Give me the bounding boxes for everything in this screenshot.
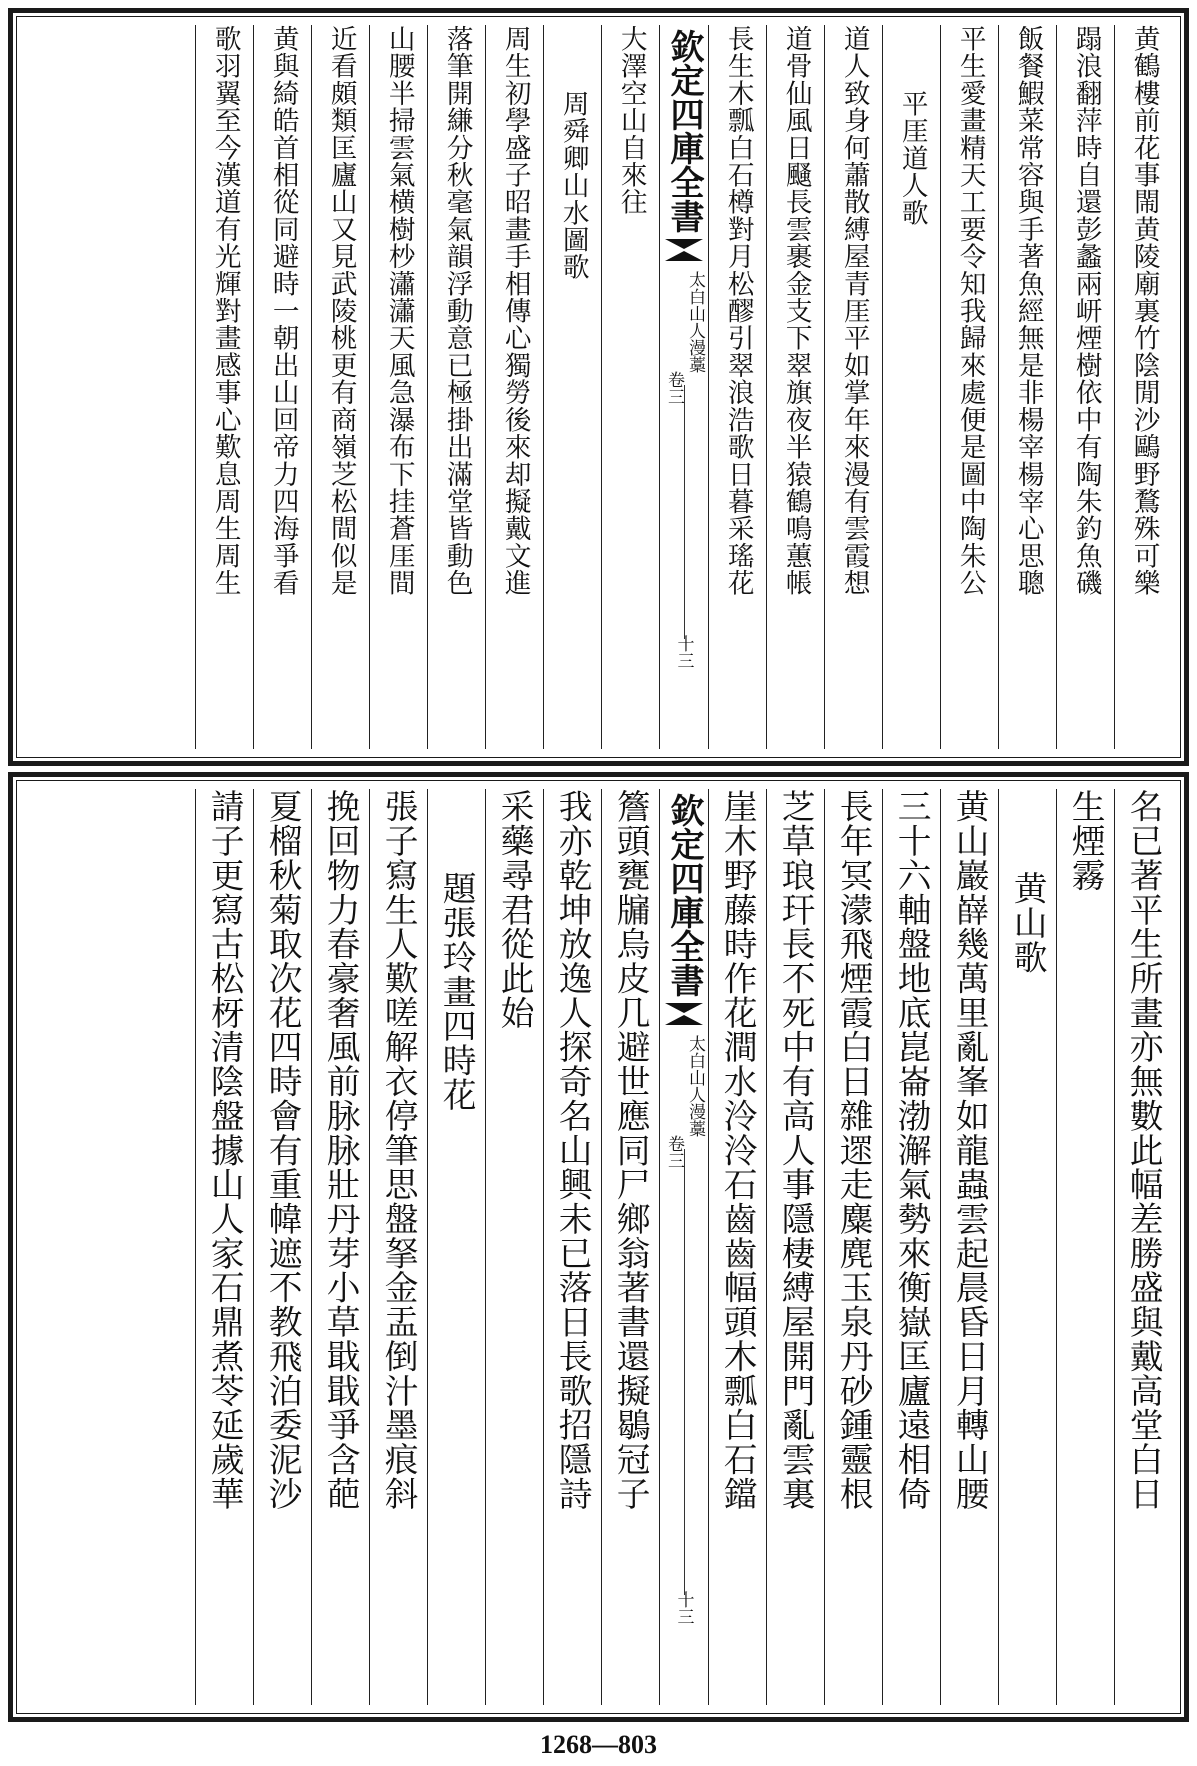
- column-text: 長生木瓢白石樽對月松醪引翠浪浩歌日暮采瑤花: [722, 25, 754, 597]
- column-text: 黄山歌: [1008, 871, 1048, 975]
- page-footer-number: 1268—803: [540, 1730, 657, 1759]
- text-column: [601, 789, 659, 1705]
- column-text: 歌羽翼至今漢道有光輝對畫感事心歎息周生周生: [209, 25, 241, 597]
- juan-number: 卷三: [664, 371, 684, 405]
- center-fold-banner: [659, 789, 708, 1705]
- text-column: [1114, 789, 1172, 1705]
- column-text: 挽回物力春豪奢風前脉脉壯丹芽小草戢戢爭含葩: [321, 789, 361, 1511]
- text-column: [427, 789, 485, 1705]
- text-column: [766, 789, 824, 1705]
- column-text: 平生愛畫精天工要令知我歸來處便是圖中陶朱公: [954, 25, 986, 597]
- column-text: 題張玲畫四時花: [437, 871, 477, 1112]
- header-title: 欽定四庫全書: [664, 793, 704, 997]
- text-column: [1114, 25, 1172, 749]
- text-column: [195, 789, 253, 1705]
- bottom-text-columns: [25, 789, 1172, 1705]
- text-column: [485, 789, 543, 1705]
- text-column: [882, 25, 940, 749]
- fold-rule: [684, 1149, 685, 1595]
- text-column: [369, 789, 427, 1705]
- top-text-columns: [25, 25, 1172, 749]
- top-page: [8, 8, 1189, 766]
- text-column: [427, 25, 485, 749]
- column-text: 落筆開縑分秋毫氣韻浮動意已極掛出滿堂皆動色: [441, 25, 473, 597]
- text-column: [543, 25, 601, 749]
- column-text: 近看頗類匡廬山又見武陵桃更有商嶺芝松間似是: [325, 25, 357, 597]
- text-column: [369, 25, 427, 749]
- column-text: 黄鶴樓前花事閙黄陵廟裏竹陰閒沙鷗野鶩殊可樂: [1128, 25, 1160, 597]
- center-fold-banner: [659, 25, 708, 749]
- column-text: 山腰半掃雲氣横樹杪瀟瀟天風急瀑布下挂蒼厓間: [383, 25, 415, 597]
- fish-tail-mark-icon: [665, 1003, 703, 1025]
- column-text: 道人致身何蕭散縛屋青厓平如掌年來漫有雲霞想: [838, 25, 870, 597]
- text-column: [824, 25, 882, 749]
- column-text: 夏榴秋菊取次花四時會有重幃遮不教飛泊委泥沙: [263, 789, 303, 1511]
- text-column: [940, 25, 998, 749]
- column-text: 周舜卿山水圖歌: [557, 89, 589, 281]
- book-title: 太白山人漫藁: [685, 1035, 705, 1137]
- column-text: 我亦乾坤放逸人探奇名山興未已落日長歌招隱詩: [553, 789, 593, 1511]
- text-column: [253, 25, 311, 749]
- column-text: 采藥尋君從此始: [495, 789, 535, 1030]
- column-text: 黄與綺皓首相從同避時一朝出山回帝力四海爭看: [267, 25, 299, 597]
- column-text: 簷頭甕牖烏皮几避世應同尸鄉翁著書還擬鶡冠子: [611, 789, 651, 1511]
- text-column: [253, 789, 311, 1705]
- column-text: 生煙霧: [1066, 789, 1106, 893]
- page-number: 十三: [673, 635, 694, 669]
- column-text: 崖木野藤時作花澗水泠泠石齒齒幅頭木瓢白石鐺: [718, 789, 758, 1511]
- text-column: [708, 789, 766, 1705]
- text-column: [601, 25, 659, 749]
- column-text: 周生初學盛子昭畫手相傳心獨勞後來却擬戴文進: [499, 25, 531, 597]
- text-column: [311, 25, 369, 749]
- text-column: [998, 789, 1056, 1705]
- text-column: [824, 789, 882, 1705]
- text-column: [543, 789, 601, 1705]
- fish-tail-mark-icon: [665, 239, 703, 261]
- text-column: [1056, 25, 1114, 749]
- column-text: 名已著平生所畫亦無數此幅差勝盛與戴高堂白日: [1124, 789, 1164, 1511]
- text-column: [882, 789, 940, 1705]
- text-column: [1056, 789, 1114, 1705]
- column-text: 芝草琅玕長不死中有高人事隱棲縛屋開門亂雲裏: [776, 789, 816, 1511]
- column-text: 黄山巖嶭幾萬里亂峯如龍蟲雲起晨昏日月轉山腰: [950, 789, 990, 1511]
- header-title: 欽定四庫全書: [664, 29, 704, 233]
- fold-rule: [684, 385, 685, 639]
- column-text: 大澤空山自來往: [615, 25, 647, 216]
- text-column: [766, 25, 824, 749]
- column-text: 飯餐鰕菜常容與手著魚經無是非楊宰楊宰心思聰: [1012, 25, 1044, 597]
- column-text: 張子寫生人歎嗟解衣停筆思盤拏金盂倒汁墨痕斜: [379, 789, 419, 1511]
- text-column: [485, 25, 543, 749]
- text-column: [195, 25, 253, 749]
- column-text: 平厓道人歌: [896, 89, 928, 226]
- text-column: [311, 789, 369, 1705]
- text-column: [708, 25, 766, 749]
- column-text: 請子更寫古松枒清陰盤據山人家石鼎煮苓延歲華: [205, 789, 245, 1511]
- bottom-page: [8, 772, 1189, 1722]
- column-text: 蹋浪翻萍時自還彭蠡兩岍煙樹依中有陶朱釣魚磯: [1070, 25, 1102, 597]
- page-number: 十三: [673, 1591, 694, 1625]
- text-column: [998, 25, 1056, 749]
- column-text: 三十六軸盤地底崑崙渤澥氣勢來衡嶽匡廬遠相倚: [892, 789, 932, 1511]
- juan-number: 卷三: [664, 1135, 684, 1169]
- column-text: 道骨仙風日颾長雲裹金支下翠旗夜半猿鶴鳴蕙帳: [780, 25, 812, 597]
- book-title: 太白山人漫藁: [685, 271, 705, 373]
- text-column: [940, 789, 998, 1705]
- column-text: 長年冥濛飛煙霞白日雜遝走麋麂玉泉丹砂鍾靈根: [834, 789, 874, 1511]
